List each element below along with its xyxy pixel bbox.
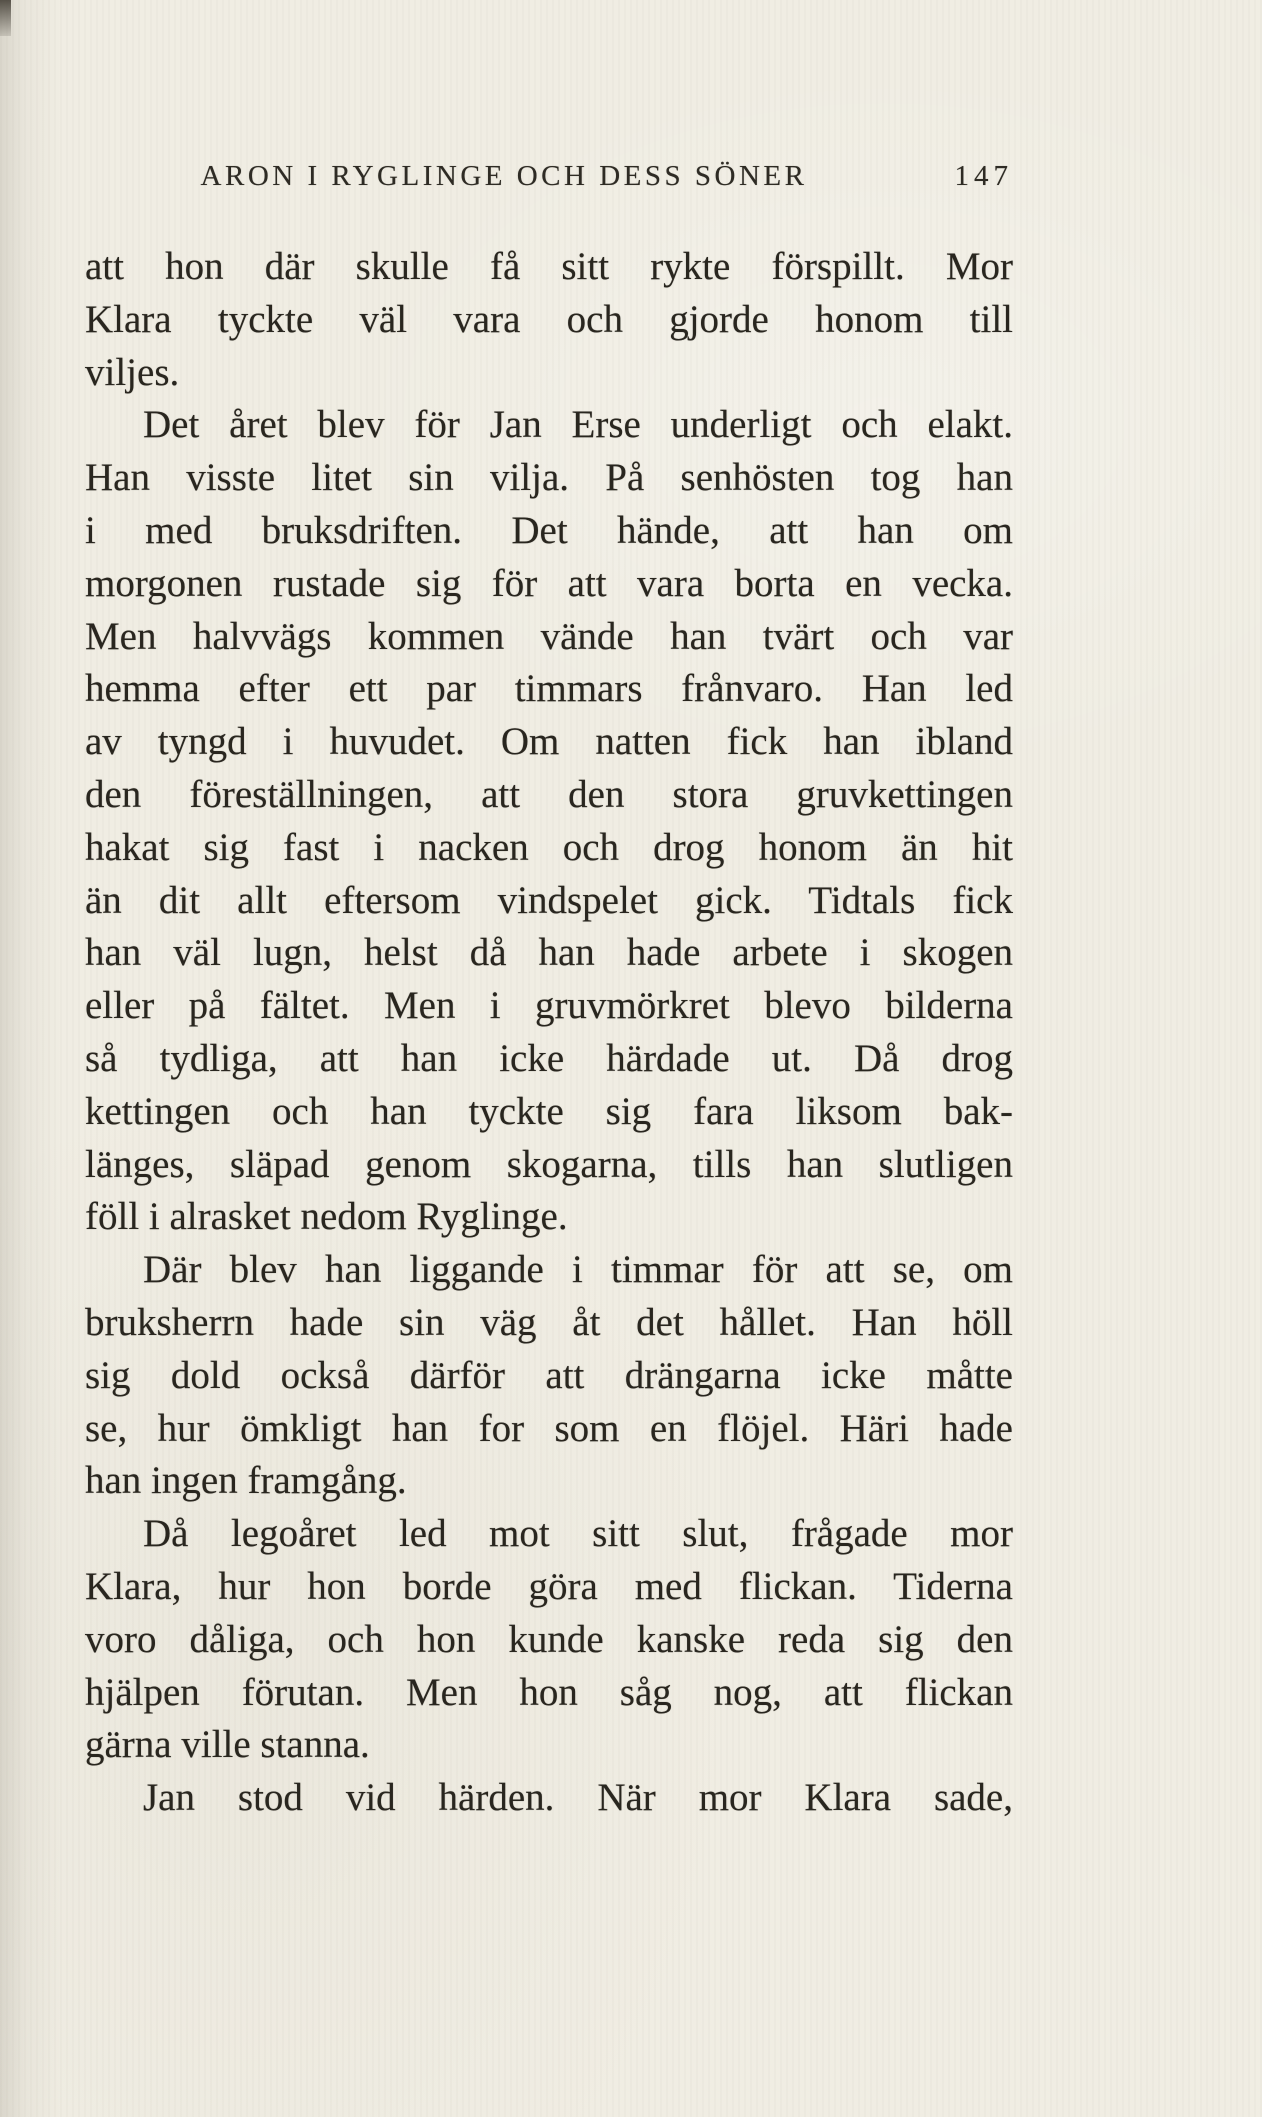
text-line: Men halvvägs kommen vände han tvärt och var	[85, 614, 1013, 658]
text-line: viljes.	[85, 350, 180, 394]
text-line: Det året blev för Jan Erse underligt och elakt.	[143, 403, 1013, 447]
text-line: hakat sig fast i nacken och drog honom än hit	[85, 825, 1013, 869]
text-line: sig dold också därför att drängarna icke måtte	[85, 1353, 1013, 1397]
text-line: voro dåliga, och hon kunde kanske reda sig den	[85, 1617, 1013, 1661]
text-line: än dit allt eftersom vindspelet gick. Tidtals fick	[85, 878, 1013, 922]
text-line: han ingen framgång.	[85, 1459, 407, 1503]
text-line: eller på fältet. Men i gruvmörkret blevo bilderna	[85, 984, 1013, 1028]
text-line: Där blev han liggande i timmar för att se, om	[143, 1248, 1013, 1292]
text-block	[85, 241, 1013, 1825]
text-line: hjälpen förutan. Men hon såg nog, att flickan	[85, 1670, 1013, 1714]
text-line: Klara, hur hon borde göra med flickan. Tiderna	[85, 1564, 1013, 1608]
text-line: kettingen och han tyckte sig fara liksom bak-	[85, 1089, 1013, 1133]
running-header	[85, 160, 1013, 193]
text-line: den föreställningen, att den stora gruvkettingen	[85, 772, 1013, 816]
text-line: av tyngd i huvudet. Om natten fick han ibland	[85, 720, 1013, 764]
text-line: länges, släpad genom skogarna, tills han slutligen	[85, 1142, 1013, 1186]
text-line: Han visste litet sin vilja. På senhösten tog han	[85, 456, 1013, 500]
text-line: så tydliga, att han icke härdade ut. Då drog	[85, 1036, 1013, 1080]
text-line: morgonen rustade sig för att vara borta en vecka.	[85, 561, 1013, 605]
text-line: han väl lugn, helst då han hade arbete i skogen	[85, 931, 1013, 975]
text-line: föll i alrasket nedom Ryglinge.	[85, 1195, 568, 1239]
text-line: att hon där skulle få sitt rykte förspillt. Mor	[85, 245, 1013, 288]
chapter-title: ARON I RYGLINGE OCH DESS SÖNER	[200, 160, 808, 192]
page-number: 147	[954, 160, 1013, 192]
text-line: hemma efter ett par timmars frånvaro. Han led	[85, 667, 1013, 711]
text-line: bruksherrn hade sin väg åt det hållet. Han höll	[85, 1300, 1013, 1344]
text-line: Jan stod vid härden. När mor Klara sade,	[143, 1776, 1013, 1820]
text-line: Klara tyckte väl vara och gjorde honom till	[85, 297, 1013, 341]
scan-edge-mark	[0, 0, 11, 36]
text-line: i med bruksdriften. Det hände, att han om	[85, 508, 1013, 552]
text-line: se, hur ömkligt han for som en flöjel. Häri hade	[85, 1406, 1013, 1450]
text-line: gärna ville stanna.	[85, 1723, 370, 1767]
text-line: Då legoåret led mot sitt slut, frågade mor	[143, 1512, 1013, 1556]
